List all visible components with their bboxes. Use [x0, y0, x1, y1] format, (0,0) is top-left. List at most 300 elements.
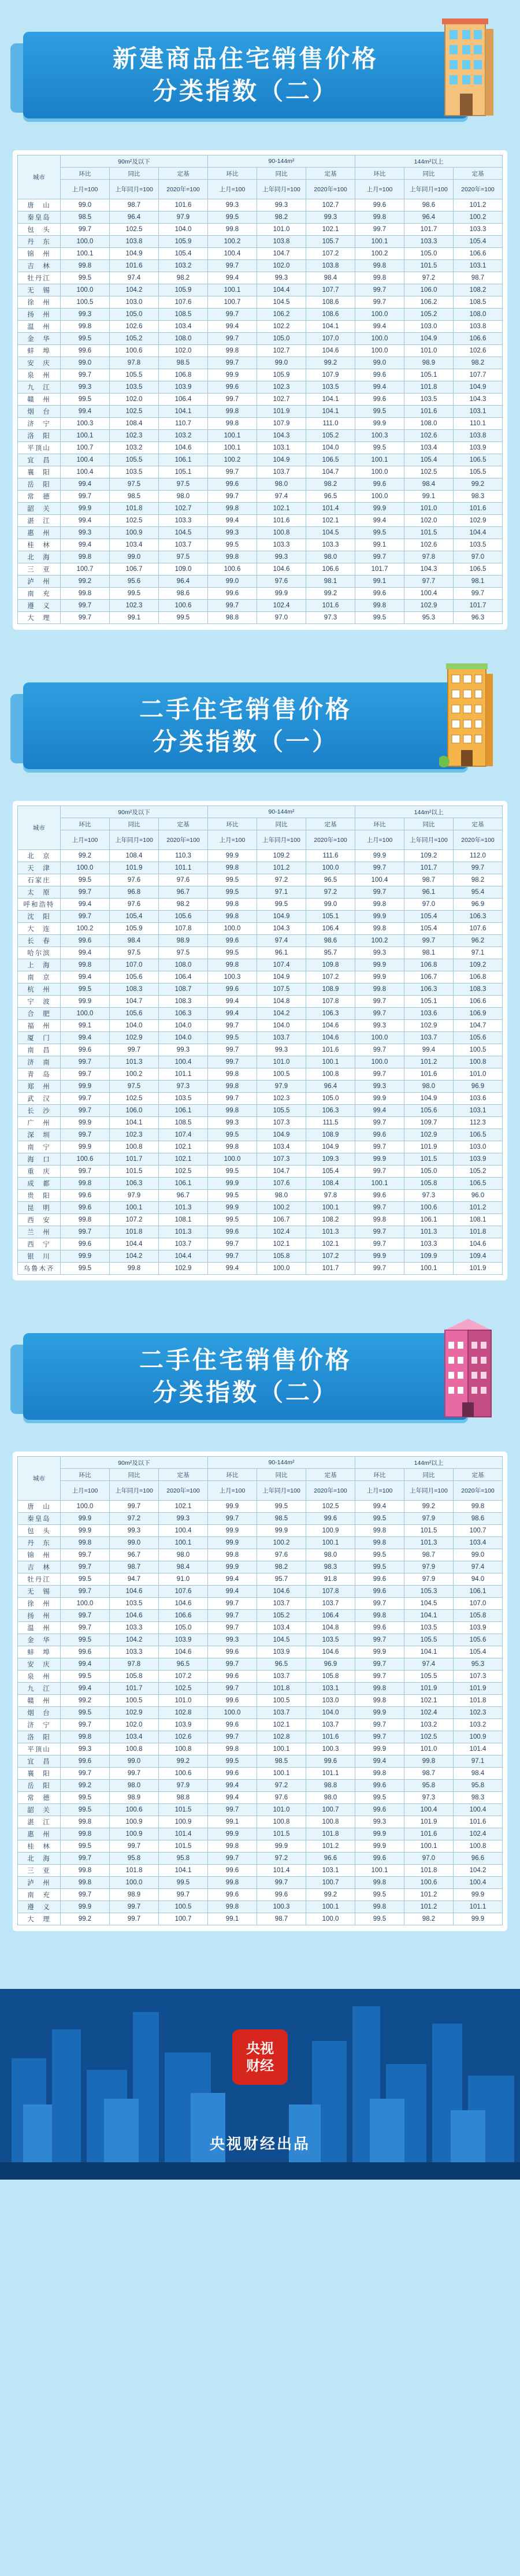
index-cell: 104.9: [257, 454, 306, 466]
index-cell: 99.3: [355, 1081, 404, 1093]
table-row: [18, 935, 503, 947]
index-cell: 100.2: [257, 1202, 306, 1214]
index-cell: 99.8: [208, 1081, 257, 1093]
index-cell: 104.5: [159, 527, 208, 539]
index-cell: 99.8: [355, 1537, 404, 1549]
city-cell: 银 川: [18, 1250, 61, 1263]
index-cell: 105.8: [404, 1178, 454, 1190]
index-cell: 99.5: [159, 612, 208, 624]
index-cell: 104.2: [110, 1634, 159, 1646]
index-cell: 101.9: [454, 1683, 503, 1695]
index-cell: 99.8: [355, 211, 404, 224]
index-cell: 99.7: [355, 1238, 404, 1250]
index-cell: 102.9: [159, 1263, 208, 1275]
city-cell: 徐 州: [18, 1598, 61, 1610]
city-cell: 安 庆: [18, 1658, 61, 1671]
index-cell: 98.5: [110, 491, 159, 503]
city-cell: 吉 林: [18, 260, 61, 272]
table-row: [18, 503, 503, 515]
table-row: [18, 1178, 503, 1190]
index-cell: 105.6: [159, 911, 208, 923]
index-cell: 106.8: [159, 369, 208, 381]
index-cell: 102.0: [404, 515, 454, 527]
index-cell: 98.7: [404, 1549, 454, 1561]
index-cell: 102.0: [159, 345, 208, 357]
index-cell: 104.8: [306, 1622, 355, 1634]
index-cell: 101.2: [404, 1901, 454, 1913]
city-cell: 秦皇岛: [18, 1513, 61, 1525]
index-cell: 97.6: [110, 874, 159, 886]
header-sub: 定基: [159, 818, 208, 830]
index-cell: 99.3: [159, 1044, 208, 1056]
index-cell: 106.8: [454, 971, 503, 983]
index-cell: 96.4: [306, 1081, 355, 1093]
table-row: [18, 224, 503, 236]
index-cell: 99.7: [208, 1804, 257, 1816]
index-cell: 99.6: [208, 381, 257, 394]
index-cell: 99.7: [110, 1901, 159, 1913]
index-cell: 101.6: [404, 406, 454, 418]
city-cell: 青 岛: [18, 1068, 61, 1081]
index-cell: 105.2: [257, 1610, 306, 1622]
index-cell: 112.3: [454, 1117, 503, 1129]
index-cell: 99.7: [355, 1634, 404, 1646]
index-cell: 99.7: [355, 1141, 404, 1153]
index-cell: 104.6: [110, 1586, 159, 1598]
index-cell: 103.9: [159, 1719, 208, 1731]
index-cell: 101.9: [257, 406, 306, 418]
index-cell: 99.0: [355, 357, 404, 369]
index-cell: 99.3: [61, 309, 110, 321]
index-cell: 99.7: [355, 1658, 404, 1671]
index-cell: 99.9: [355, 1707, 404, 1719]
header-sub: 环比: [355, 1469, 404, 1481]
city-cell: 宜 昌: [18, 454, 61, 466]
city-cell: 南 京: [18, 971, 61, 983]
index-cell: 103.0: [110, 296, 159, 309]
index-cell: 96.9: [306, 1658, 355, 1671]
index-cell: 102.9: [404, 1020, 454, 1032]
index-cell: 105.5: [404, 1671, 454, 1683]
index-cell: 104.6: [257, 1586, 306, 1598]
index-cell: 95.3: [454, 1658, 503, 1671]
index-cell: 104.3: [257, 430, 306, 442]
index-cell: 99.9: [355, 1743, 404, 1755]
index-cell: 106.6: [454, 248, 503, 260]
index-cell: 107.0: [306, 333, 355, 345]
index-cell: 98.0: [257, 478, 306, 491]
index-cell: 98.3: [306, 1561, 355, 1573]
index-cell: 99.9: [208, 1202, 257, 1214]
index-cell: 97.2: [110, 1513, 159, 1525]
index-cell: 103.9: [257, 1646, 306, 1658]
index-cell: 107.5: [257, 983, 306, 996]
index-cell: 109.9: [404, 1250, 454, 1263]
index-cell: 104.7: [454, 1020, 503, 1032]
city-cell: 岳 阳: [18, 478, 61, 491]
index-cell: 99.8: [61, 959, 110, 971]
header-group: 90m²及以下: [61, 155, 208, 168]
index-cell: 99.9: [454, 1889, 503, 1901]
city-cell: 韶 关: [18, 503, 61, 515]
index-cell: 103.1: [454, 1105, 503, 1117]
city-cell: 锦 州: [18, 248, 61, 260]
index-cell: 101.3: [404, 1537, 454, 1549]
index-cell: 99.7: [208, 1250, 257, 1263]
table-row: [18, 1056, 503, 1068]
index-cell: 99.5: [355, 1549, 404, 1561]
index-cell: 102.5: [404, 1731, 454, 1743]
index-cell: 98.6: [404, 199, 454, 211]
table-row: [18, 1129, 503, 1141]
index-cell: 99.6: [61, 1755, 110, 1768]
index-cell: 105.5: [257, 1105, 306, 1117]
index-cell: 100.0: [61, 236, 110, 248]
index-cell: 100.0: [306, 1913, 355, 1925]
index-cell: 103.2: [454, 1719, 503, 1731]
index-cell: 99.4: [61, 899, 110, 911]
table-row: [18, 1913, 503, 1925]
table-row: [18, 1901, 503, 1913]
index-cell: 99.7: [355, 284, 404, 296]
index-cell: 97.9: [404, 1573, 454, 1586]
index-cell: 98.7: [454, 272, 503, 284]
index-cell: 103.5: [110, 1598, 159, 1610]
table-row: [18, 1165, 503, 1178]
header-sub: 定基: [159, 1469, 208, 1481]
table-row: [18, 588, 503, 600]
index-cell: 104.1: [306, 394, 355, 406]
index-cell: 102.1: [306, 1238, 355, 1250]
index-cell: 99.7: [110, 1768, 159, 1780]
city-cell: 合 肥: [18, 1008, 61, 1020]
index-cell: 104.9: [306, 1141, 355, 1153]
index-cell: 99.7: [61, 1093, 110, 1105]
index-cell: 100.5: [110, 1695, 159, 1707]
index-cell: 99.7: [61, 369, 110, 381]
index-cell: 99.6: [61, 935, 110, 947]
index-cell: 99.8: [208, 1549, 257, 1561]
index-cell: 103.8: [257, 236, 306, 248]
table-row: [18, 236, 503, 248]
index-cell: 99.8: [208, 1877, 257, 1889]
index-cell: 99.7: [110, 1913, 159, 1925]
index-cell: 106.5: [454, 1129, 503, 1141]
index-cell: 99.8: [208, 1840, 257, 1853]
footer: [0, 1954, 520, 2180]
index-cell: 99.5: [208, 1214, 257, 1226]
table-row: [18, 874, 503, 886]
index-cell: 108.5: [159, 1117, 208, 1129]
index-cell: 99.0: [306, 899, 355, 911]
index-cell: 98.0: [306, 551, 355, 563]
index-cell: 99.8: [355, 1901, 404, 1913]
index-cell: 108.3: [159, 996, 208, 1008]
index-cell: 99.6: [208, 1768, 257, 1780]
index-cell: 99.5: [61, 1263, 110, 1275]
index-cell: 106.3: [159, 1008, 208, 1020]
city-cell: 泉 州: [18, 369, 61, 381]
index-cell: 98.4: [454, 1768, 503, 1780]
index-cell: 99.1: [355, 576, 404, 588]
table-row: [18, 1153, 503, 1165]
section-resale-1: [0, 651, 520, 1280]
index-cell: 101.7: [454, 600, 503, 612]
index-cell: 100.2: [454, 211, 503, 224]
city-cell: 惠 州: [18, 527, 61, 539]
city-cell: 南 充: [18, 588, 61, 600]
index-cell: 99.5: [208, 1755, 257, 1768]
city-cell: 丹 东: [18, 1537, 61, 1549]
index-cell: 99.7: [355, 1226, 404, 1238]
index-cell: 101.5: [159, 1840, 208, 1853]
table-row: [18, 369, 503, 381]
table-row: [18, 959, 503, 971]
index-cell: 102.6: [110, 321, 159, 333]
index-cell: 96.2: [454, 935, 503, 947]
index-cell: 100.8: [159, 1743, 208, 1755]
index-cell: 99.6: [61, 1044, 110, 1056]
index-cell: 105.4: [454, 236, 503, 248]
city-cell: 南 昌: [18, 1044, 61, 1056]
index-cell: 99.7: [355, 996, 404, 1008]
index-cell: 99.7: [208, 1056, 257, 1068]
index-cell: 107.6: [454, 923, 503, 935]
index-cell: 97.2: [404, 272, 454, 284]
index-cell: 101.8: [110, 503, 159, 515]
index-cell: 100.8: [110, 1743, 159, 1755]
index-cell: 99.9: [61, 503, 110, 515]
index-cell: 99.4: [208, 1586, 257, 1598]
city-cell: 烟 台: [18, 406, 61, 418]
index-cell: 98.0: [257, 1190, 306, 1202]
table-row: [18, 1792, 503, 1804]
index-cell: 99.7: [208, 466, 257, 478]
index-cell: 99.7: [110, 1501, 159, 1513]
index-cell: 99.4: [355, 321, 404, 333]
index-cell: 99.4: [208, 1008, 257, 1020]
index-cell: 105.9: [159, 284, 208, 296]
index-cell: 103.3: [306, 539, 355, 551]
index-cell: 100.0: [355, 333, 404, 345]
index-cell: 99.7: [355, 296, 404, 309]
city-cell: 济 宁: [18, 1719, 61, 1731]
index-cell: 99.1: [61, 1020, 110, 1032]
index-cell: 99.9: [208, 850, 257, 862]
index-cell: 100.0: [208, 1707, 257, 1719]
index-cell: 99.6: [208, 1695, 257, 1707]
index-cell: 103.4: [404, 442, 454, 454]
index-cell: 102.1: [159, 1141, 208, 1153]
index-cell: 101.9: [454, 1263, 503, 1275]
index-cell: 98.3: [454, 1792, 503, 1804]
index-cell: 100.2: [355, 935, 404, 947]
city-cell: 宁 波: [18, 996, 61, 1008]
index-cell: 105.5: [110, 369, 159, 381]
price-index-table: [17, 1456, 503, 1925]
index-cell: 98.4: [306, 272, 355, 284]
index-cell: 98.9: [110, 1792, 159, 1804]
index-cell: 97.5: [159, 478, 208, 491]
index-cell: 99.7: [61, 1056, 110, 1068]
city-cell: 扬 州: [18, 1610, 61, 1622]
index-cell: 99.5: [257, 1501, 306, 1513]
index-cell: 99.9: [61, 1901, 110, 1913]
city-cell: 泉 州: [18, 1671, 61, 1683]
index-cell: 105.9: [110, 923, 159, 935]
index-cell: 100.5: [454, 1044, 503, 1056]
index-cell: 99.7: [208, 1658, 257, 1671]
index-cell: 101.2: [306, 1840, 355, 1853]
section-banner: [0, 651, 520, 801]
city-cell: 大 理: [18, 612, 61, 624]
table-row: [18, 923, 503, 935]
index-cell: 98.4: [159, 1561, 208, 1573]
index-cell: 106.0: [110, 1105, 159, 1117]
index-cell: 97.3: [306, 612, 355, 624]
city-cell: 赣 州: [18, 394, 61, 406]
index-cell: 97.4: [404, 1658, 454, 1671]
city-cell: 蚌 埠: [18, 1646, 61, 1658]
index-cell: 99.7: [208, 309, 257, 321]
header-sub: 环比: [61, 168, 110, 180]
index-cell: 97.1: [454, 947, 503, 959]
index-cell: 100.1: [61, 248, 110, 260]
city-cell: 大 连: [18, 923, 61, 935]
index-cell: 100.6: [404, 1202, 454, 1214]
index-cell: 100.0: [61, 1501, 110, 1513]
index-cell: 101.4: [159, 1828, 208, 1840]
index-cell: 102.1: [306, 515, 355, 527]
index-cell: 99.6: [355, 1190, 404, 1202]
header-sub: 同比: [404, 818, 454, 830]
index-cell: 107.2: [306, 1250, 355, 1263]
index-cell: 97.4: [454, 1561, 503, 1573]
header-base: 上月=100: [208, 180, 257, 199]
table-row: [18, 563, 503, 576]
index-cell: 100.8: [306, 1816, 355, 1828]
index-cell: 104.6: [454, 1238, 503, 1250]
index-cell: 99.9: [61, 1081, 110, 1093]
index-cell: 100.7: [208, 296, 257, 309]
index-cell: 99.6: [208, 1889, 257, 1901]
index-cell: 99.2: [61, 576, 110, 588]
index-cell: 100.8: [257, 527, 306, 539]
city-cell: 桂 林: [18, 1840, 61, 1853]
index-cell: 104.4: [257, 284, 306, 296]
index-cell: 103.3: [159, 515, 208, 527]
index-cell: 99.4: [61, 1658, 110, 1671]
index-cell: 105.0: [404, 248, 454, 260]
table-row: [18, 983, 503, 996]
index-cell: 99.7: [355, 1263, 404, 1275]
index-cell: 99.5: [208, 1032, 257, 1044]
index-cell: 102.5: [110, 406, 159, 418]
index-cell: 99.6: [208, 983, 257, 996]
index-cell: 98.8: [159, 1792, 208, 1804]
index-cell: 98.3: [454, 491, 503, 503]
index-cell: 99.7: [208, 1610, 257, 1622]
index-cell: 101.9: [404, 1141, 454, 1153]
header-sub: 同比: [257, 168, 306, 180]
index-cell: 99.8: [110, 1263, 159, 1275]
index-cell: 104.6: [159, 442, 208, 454]
table-row: [18, 1719, 503, 1731]
index-cell: 99.0: [454, 1549, 503, 1561]
index-cell: 99.5: [355, 1792, 404, 1804]
index-cell: 99.6: [257, 1889, 306, 1901]
index-cell: 106.2: [257, 309, 306, 321]
index-cell: 99.7: [208, 1513, 257, 1525]
building-icon: [439, 6, 497, 121]
section-title-line1: 二手住宅销售价格: [139, 1346, 352, 1374]
credit-text: 央视财经出品: [209, 2136, 310, 2153]
index-cell: 99.2: [159, 1755, 208, 1768]
index-cell: 104.1: [306, 321, 355, 333]
index-cell: 106.5: [454, 1178, 503, 1190]
index-cell: 99.7: [61, 1549, 110, 1561]
index-cell: 99.7: [208, 260, 257, 272]
city-cell: 九 江: [18, 381, 61, 394]
index-cell: 100.1: [159, 1537, 208, 1549]
index-cell: 99.4: [208, 1780, 257, 1792]
index-cell: 99.0: [61, 199, 110, 211]
table-row: [18, 1877, 503, 1889]
index-cell: 98.1: [454, 576, 503, 588]
index-cell: 99.7: [355, 1671, 404, 1683]
table-row: [18, 971, 503, 983]
index-cell: 97.9: [159, 1780, 208, 1792]
index-cell: 105.5: [454, 466, 503, 478]
index-cell: 99.9: [61, 1141, 110, 1153]
index-cell: 101.7: [306, 1263, 355, 1275]
index-cell: 105.6: [454, 1032, 503, 1044]
table-row: [18, 272, 503, 284]
index-cell: 99.0: [208, 576, 257, 588]
header-base: 上月=100: [208, 1481, 257, 1501]
table-row: [18, 1671, 503, 1683]
index-cell: 99.7: [61, 1165, 110, 1178]
index-cell: 99.4: [208, 1263, 257, 1275]
index-cell: 97.0: [404, 899, 454, 911]
header-base: 上年同月=100: [110, 830, 159, 850]
city-cell: 秦皇岛: [18, 211, 61, 224]
index-cell: 107.7: [454, 369, 503, 381]
city-cell: 宜 昌: [18, 1755, 61, 1768]
index-cell: 101.0: [454, 1068, 503, 1081]
table-row: [18, 947, 503, 959]
index-cell: 98.2: [454, 357, 503, 369]
index-cell: 99.7: [355, 1598, 404, 1610]
index-cell: 99.9: [208, 1561, 257, 1573]
index-cell: 99.5: [61, 874, 110, 886]
building-icon: [439, 1307, 497, 1423]
table-row: [18, 1804, 503, 1816]
index-cell: 106.3: [110, 1178, 159, 1190]
index-cell: 105.1: [306, 911, 355, 923]
header-base: 上年同月=100: [257, 180, 306, 199]
index-cell: 97.9: [404, 1561, 454, 1573]
index-cell: 99.2: [404, 1501, 454, 1513]
index-cell: 104.0: [306, 442, 355, 454]
table-row: [18, 199, 503, 211]
index-cell: 99.6: [355, 588, 404, 600]
table-row: [18, 491, 503, 503]
index-cell: 99.8: [454, 1501, 503, 1513]
table-row: [18, 1561, 503, 1573]
index-cell: 106.6: [454, 333, 503, 345]
index-cell: 103.1: [306, 1683, 355, 1695]
